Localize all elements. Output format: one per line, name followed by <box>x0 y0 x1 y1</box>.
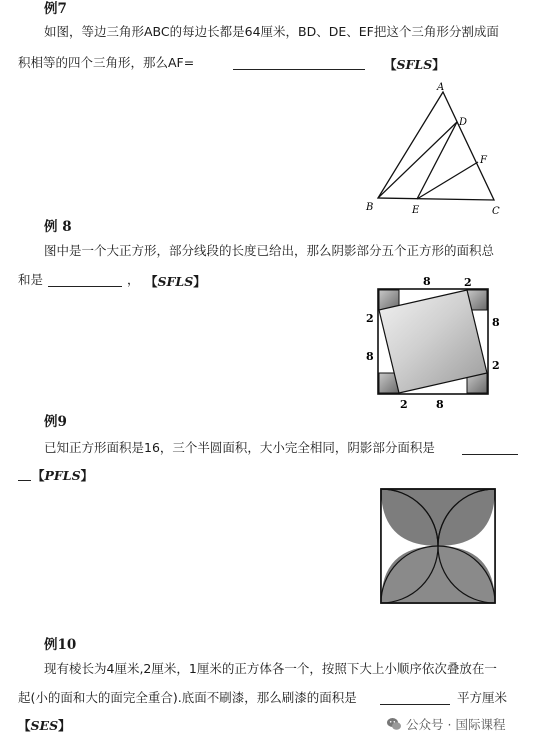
len-right-bottom: 2 <box>492 359 500 372</box>
len-top: 8 <box>423 275 431 288</box>
ex10-answer-blank <box>380 692 450 705</box>
ex7-answer-blank <box>233 57 365 70</box>
ex9-answer-blank-1 <box>462 442 518 455</box>
ex10-line1: 现有棱长为4厘米,2厘米，1厘米的正方体各一个，按照下大上小顺序依次叠放在一 <box>44 661 497 676</box>
ex8-comma: ， <box>127 272 140 287</box>
len-bottom: 8 <box>436 398 444 410</box>
ex7-line1: 如图，等边三角形ABC的每边长都是64厘米，BD、DE、EF把这个三角形分割成面 <box>44 24 499 39</box>
ex8-title: 例 8 <box>44 219 72 235</box>
label-d: D <box>459 117 468 128</box>
triangle-figure <box>360 80 510 220</box>
ex10-line2: 起(小的面和大的面完全重合).底面不刷漆，那么刷漆的面积是 <box>18 690 357 705</box>
ex10-title: 例10 <box>44 637 77 653</box>
ex9-answer-blank-2 <box>18 468 31 481</box>
ex8-answer-blank <box>48 274 122 287</box>
ex10-unit: 平方厘米 <box>457 690 508 705</box>
ex8-line2-text: 和是 <box>18 272 44 287</box>
len-left: 8 <box>366 350 374 363</box>
ex9-line1: 已知正方形面积是16，三个半圆面积，大小完全相同，阴影部分面积是 <box>44 440 435 455</box>
ex7-line2-text: 积相等的四个三角形，那么AF= <box>18 55 195 70</box>
watermark-app: 公众号 <box>406 717 444 732</box>
watermark <box>386 715 506 733</box>
ex8-line1: 图中是一个大正方形，部分线段的长度已给出，那么阴影部分五个正方形的面积总 <box>44 243 495 258</box>
watermark-sep: · <box>447 716 452 732</box>
len-top-right: 2 <box>464 276 472 289</box>
ex7-line2 <box>18 55 194 71</box>
label-b: B <box>366 202 374 213</box>
wechat-icon <box>386 716 402 732</box>
len-right: 8 <box>492 316 500 329</box>
triangle-abc <box>378 92 494 200</box>
label-a: A <box>437 82 445 93</box>
len-bottom-left: 2 <box>400 398 408 410</box>
semicircle-figure <box>378 486 498 606</box>
ex8-source: 【SFLS】 <box>145 274 206 289</box>
ex9-source: 【PFLS】 <box>32 468 94 483</box>
square-figure <box>360 270 505 410</box>
ex9-title: 例9 <box>44 414 67 430</box>
watermark-name: 国际课程 <box>455 717 506 732</box>
len-left-top: 2 <box>366 312 374 325</box>
ex10-source: 【SES】 <box>18 718 71 733</box>
ex8-line2 <box>18 272 43 288</box>
ex7-title: 例7 <box>44 1 67 17</box>
label-c: C <box>492 206 500 217</box>
label-e: E <box>412 205 420 216</box>
ex7-source: 【SFLS】 <box>384 57 445 72</box>
label-f: F <box>480 155 487 166</box>
